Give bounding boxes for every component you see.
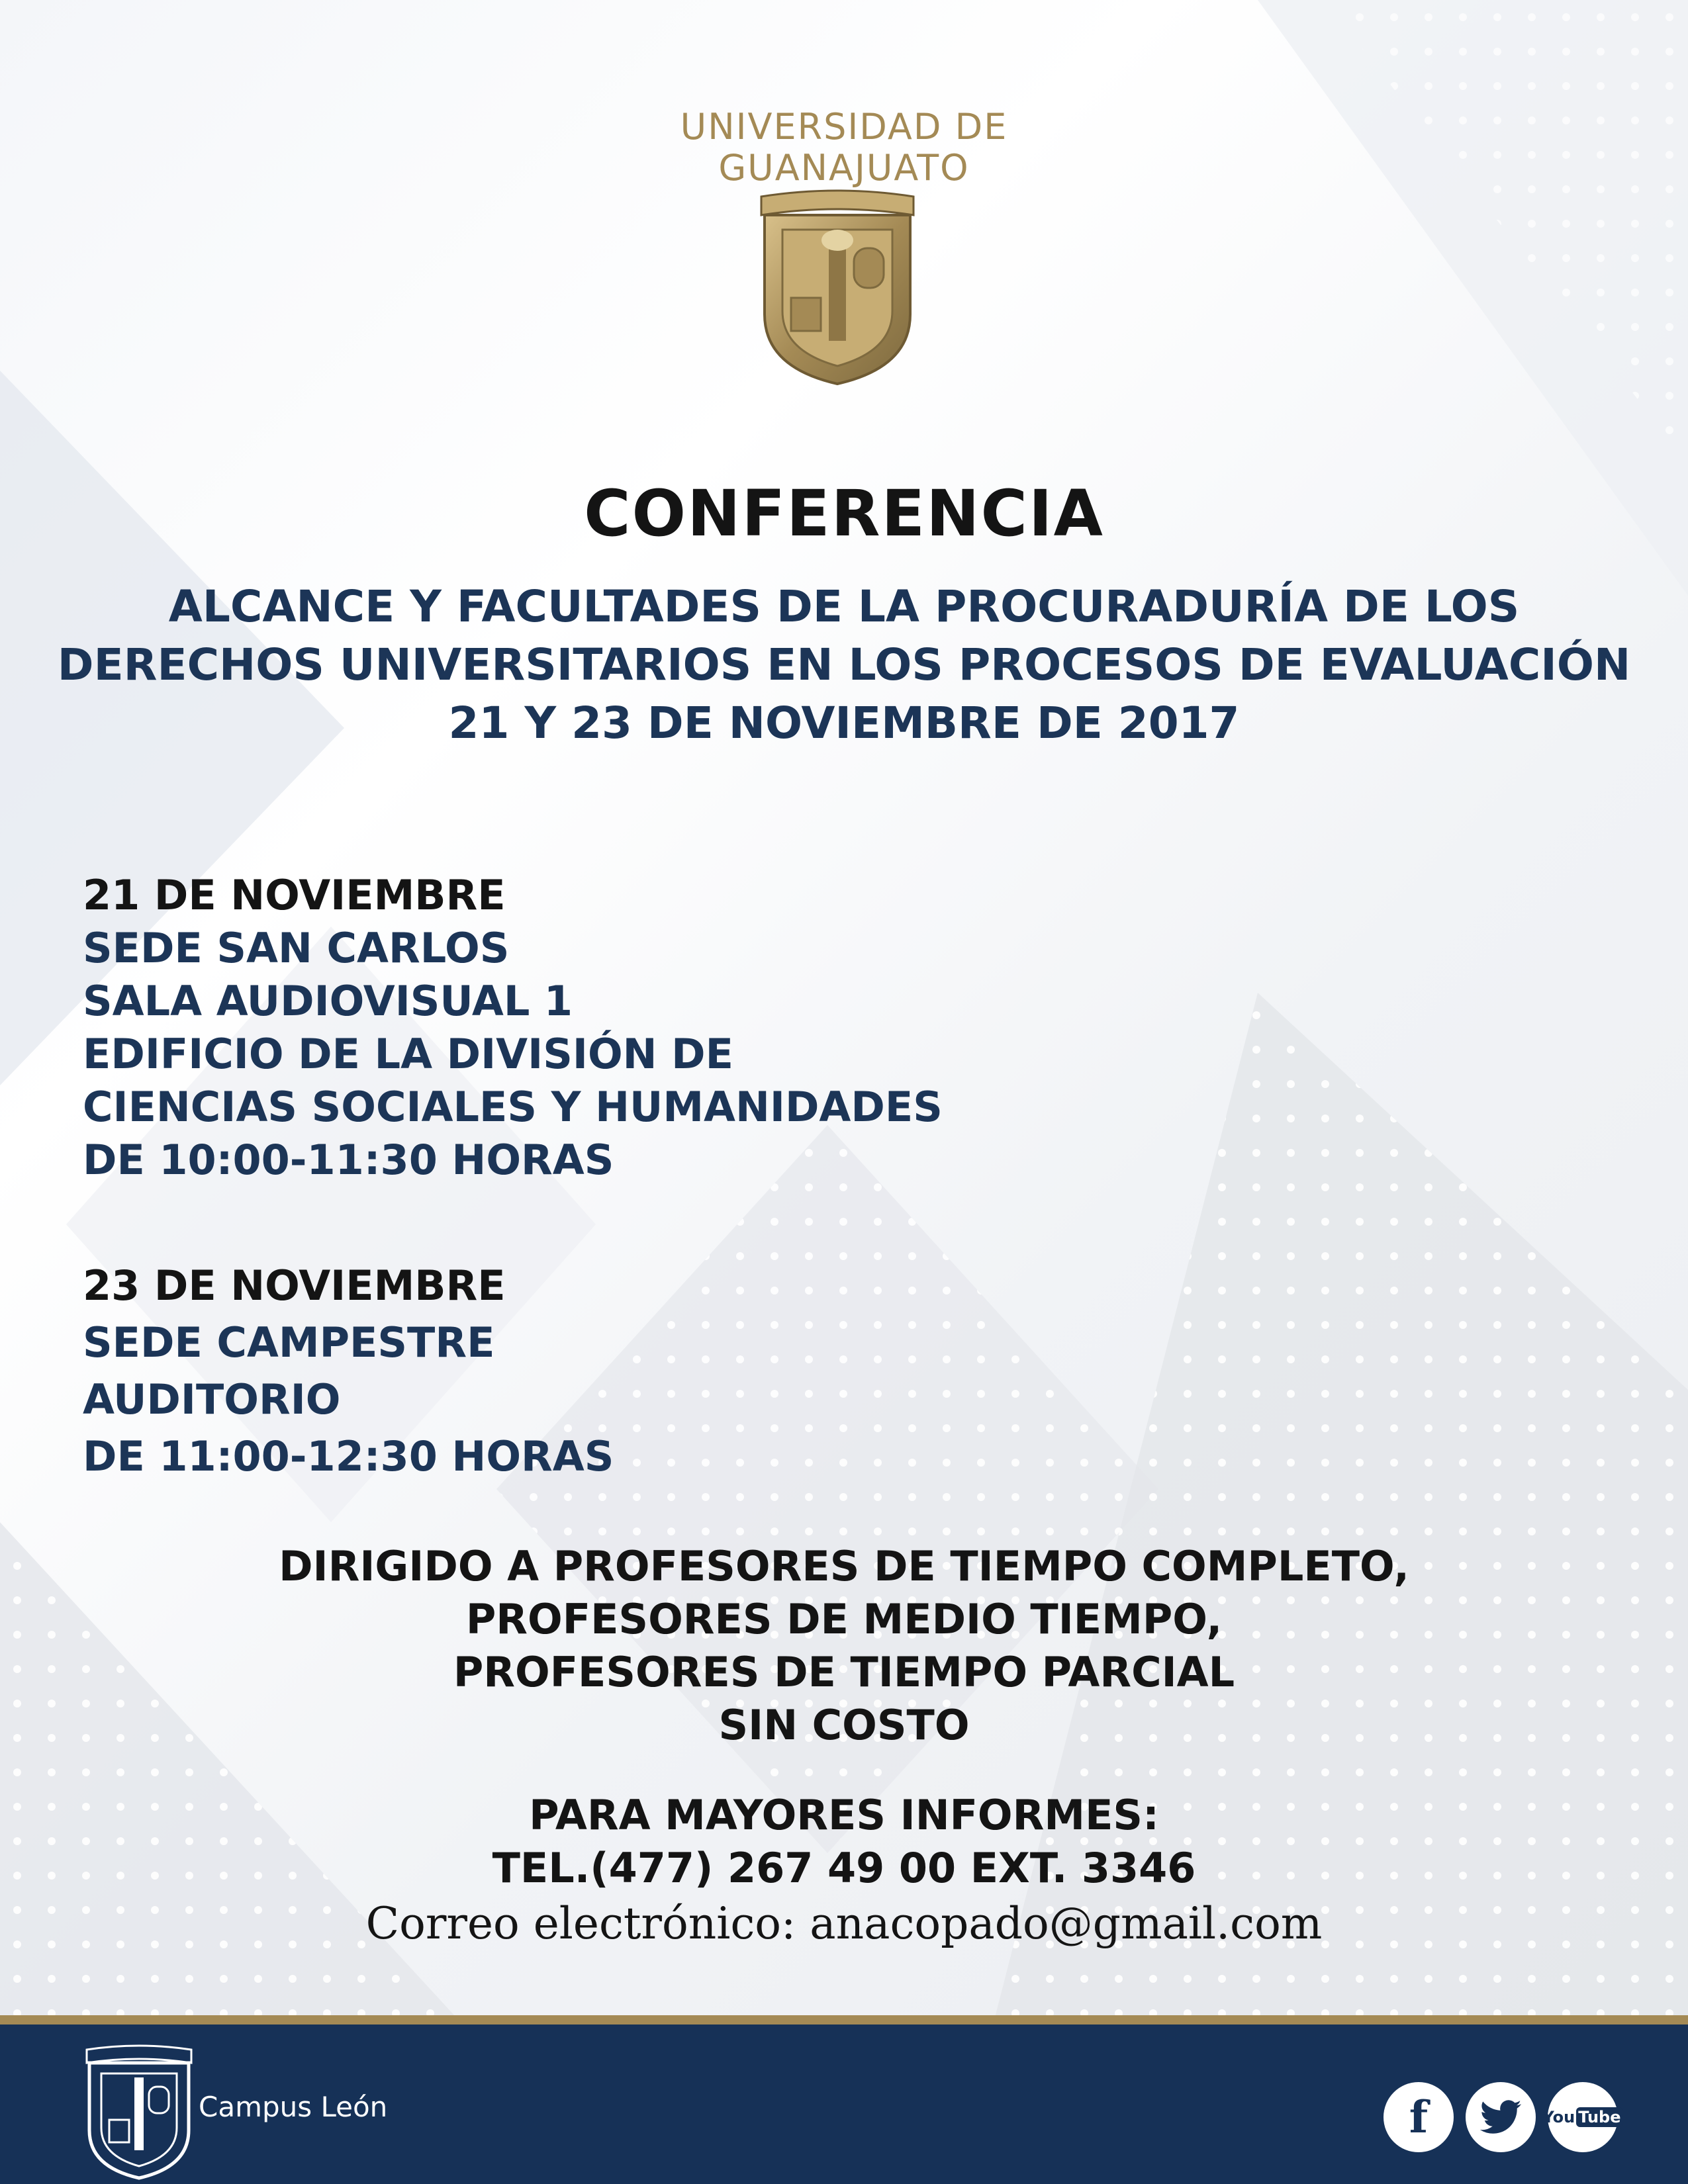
audience-line: PROFESORES DE TIEMPO PARCIAL xyxy=(453,1648,1235,1696)
facebook-icon[interactable] xyxy=(1383,2082,1454,2152)
session1-date: 21 DE NOVIEMBRE xyxy=(83,871,506,919)
session2-line: SEDE CAMPESTRE xyxy=(83,1318,495,1367)
info-phone: TEL.(477) 267 49 00 EXT. 3346 xyxy=(492,1844,1196,1892)
event-type-title: CONFERENCIA xyxy=(584,477,1104,551)
audience-line: DIRIGIDO A PROFESORES DE TIEMPO COMPLETO, xyxy=(279,1542,1409,1590)
university-name-line2: GUANAJUATO xyxy=(718,147,970,189)
twitter-glyph xyxy=(1479,2100,1522,2134)
session2-line: DE 11:00-12:30 HORAS xyxy=(83,1432,614,1480)
subtitle-line-1: ALCANCE Y FACULTADES DE LA PROCURADURÍA DE LOS xyxy=(168,581,1520,632)
youtube-you: You xyxy=(1542,2108,1575,2126)
facebook-glyph: f xyxy=(1409,2091,1429,2143)
session1-line: DE 10:00-11:30 HORAS xyxy=(83,1136,614,1184)
session2-line: AUDITORIO xyxy=(83,1375,341,1424)
session1-line: EDIFICIO DE LA DIVISIÓN DE xyxy=(83,1030,733,1078)
session1-line: CIENCIAS SOCIALES Y HUMANIDADES xyxy=(83,1083,943,1131)
subtitle-line-2: DERECHOS UNIVERSITARIOS EN LOS PROCESOS DE EVALUACIÓN xyxy=(57,639,1631,690)
university-name-line1: UNIVERSIDAD DE xyxy=(680,106,1008,148)
info-heading: PARA MAYORES INFORMES: xyxy=(529,1791,1159,1839)
footer-gold-stripe xyxy=(0,2015,1688,2025)
audience-line: SIN COSTO xyxy=(718,1701,970,1749)
youtube-icon[interactable] xyxy=(1542,2082,1621,2152)
session1-line: SALA AUDIOVISUAL 1 xyxy=(83,977,573,1025)
session1-line: SEDE SAN CARLOS xyxy=(83,924,510,972)
audience-line: PROFESORES DE MEDIO TIEMPO, xyxy=(465,1595,1223,1643)
campus-name: Campus León xyxy=(199,2091,388,2123)
session2-date: 23 DE NOVIEMBRE xyxy=(83,1261,506,1310)
footer-bar xyxy=(0,2025,1688,2184)
youtube-tube: Tube xyxy=(1576,2107,1622,2127)
info-email: Correo electrónico: anacopado@gmail.com xyxy=(365,1898,1323,1949)
footer-crest-icon xyxy=(83,2044,195,2180)
twitter-bird-icon[interactable] xyxy=(1466,2082,1536,2152)
subtitle-line-3: 21 Y 23 DE NOVIEMBRE DE 2017 xyxy=(448,698,1240,749)
university-crest-icon xyxy=(755,189,920,387)
